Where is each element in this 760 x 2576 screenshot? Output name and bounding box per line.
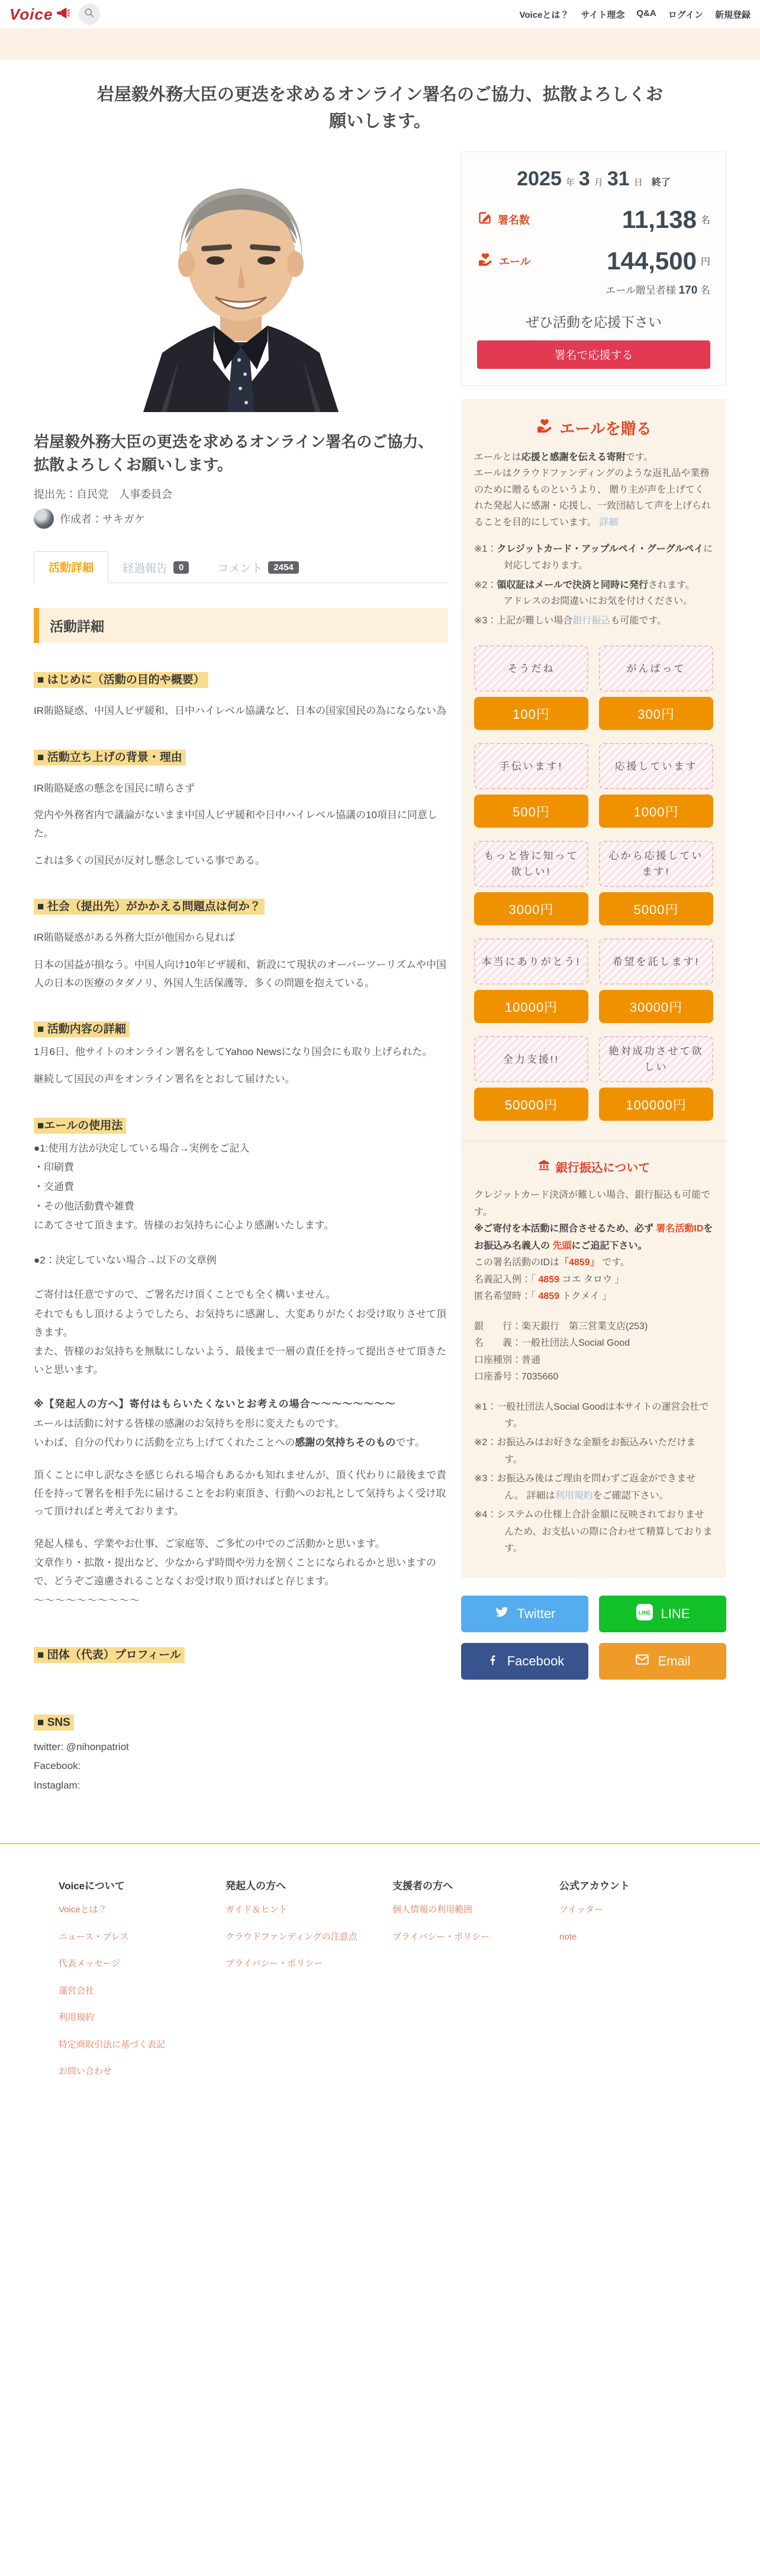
yell-option-300[interactable]: がんばって 300円 bbox=[599, 645, 713, 730]
amount-button[interactable]: 30000円 bbox=[599, 990, 713, 1023]
paragraph: 継続して国民の声をオンライン署名をとおして届けたい。 bbox=[34, 1073, 295, 1085]
amount-button[interactable]: 500円 bbox=[474, 795, 588, 828]
footer-col-title: 公式アカウント bbox=[559, 1880, 630, 1892]
sns-instagram: Instaglam: bbox=[34, 1779, 80, 1791]
yell-amount-grid bbox=[474, 645, 713, 1121]
bank-anonymous-example: 匿名希望時：「 4859 トクメイ 」 bbox=[474, 1291, 612, 1302]
yell-option-10000[interactable]: 本当にありがとう! 10000円 bbox=[474, 938, 588, 1023]
voice-logo-text: Voice bbox=[9, 5, 53, 23]
amount-button[interactable]: 10000円 bbox=[474, 990, 588, 1023]
submit-to: 提出先：自民党 人事委員会 bbox=[34, 488, 172, 500]
amount-button[interactable]: 5000円 bbox=[599, 892, 713, 925]
search-icon bbox=[83, 7, 95, 22]
search-button[interactable] bbox=[79, 4, 100, 25]
bank-row-bank: 銀 行：楽天銀行 第三営業支店(253) bbox=[474, 1321, 648, 1332]
yell-option-5000[interactable]: 心から応援しています! 5000円 bbox=[599, 841, 713, 925]
list-item: ・その他活動費や雑費 bbox=[34, 1200, 134, 1212]
nav-login[interactable]: ログイン bbox=[668, 9, 703, 20]
bank-activity-id: この署名活動のIDは「4859」 です。 bbox=[474, 1258, 630, 1268]
footer-link[interactable]: ニュース・プレス bbox=[59, 1931, 129, 1942]
end-suffix: 終了 bbox=[651, 177, 671, 188]
footer-link[interactable]: プライバシー・ポリシー bbox=[392, 1931, 490, 1942]
share-twitter-button[interactable]: Twitter bbox=[461, 1596, 588, 1632]
header-nav bbox=[520, 8, 751, 21]
footer-col-founders bbox=[226, 1864, 392, 2091]
signature-count: 11,138 bbox=[621, 205, 697, 233]
tab-comments[interactable] bbox=[203, 552, 313, 583]
bank-transfer-heading: 銀行振込について bbox=[474, 1158, 713, 1175]
tab-bar bbox=[34, 551, 448, 583]
amount-button[interactable]: 50000円 bbox=[474, 1088, 588, 1121]
bottom-whitespace bbox=[0, 2126, 760, 2576]
heading-background: ■ 活動立ち上げの背景・理由 bbox=[34, 750, 186, 766]
footer-link[interactable]: ツイッター bbox=[559, 1905, 603, 1915]
sns-facebook: Facebook: bbox=[34, 1760, 81, 1772]
facebook-icon bbox=[485, 1652, 500, 1670]
bank-note-3: ※3：お振込み後はご理由を問わずご返金ができません。 詳細は利用規約をご確認下さい。 bbox=[474, 1474, 696, 1501]
amount-button[interactable]: 300円 bbox=[599, 697, 713, 730]
footer-link[interactable]: 運営会社 bbox=[59, 1985, 95, 1996]
amount-button[interactable]: 100000円 bbox=[599, 1088, 713, 1121]
bank-note-4: ※4：システムの仕様上合計金額に反映されておりませんため、お支払いの際に合わせて精算しております。 bbox=[474, 1510, 713, 1554]
bank-name-example: 名義記入例：「 4859 コエ タロウ 」 bbox=[474, 1274, 624, 1285]
heading-sns: ■ SNS bbox=[34, 1715, 74, 1731]
amount-button[interactable]: 1000円 bbox=[599, 795, 713, 828]
paragraph: ご寄付は任意ですので、ご署名だけ頂くことでも全く構いません。 bbox=[34, 1289, 336, 1301]
footer-col-title: Voiceについて bbox=[59, 1880, 125, 1892]
paragraph: IR賄賂疑惑、中国人ビザ緩和、日中ハイレベル協議など、日本の国家国民の為にならない為 bbox=[34, 705, 446, 717]
pencil-sign-icon bbox=[477, 210, 492, 229]
petition-title: 岩屋毅外務大臣の更迭を求めるオンライン署名のご協力、拡散よろしくお願いします。 bbox=[34, 432, 434, 474]
yell-note-1: ※1：クレジットカード・アップルペイ・グーグルペイに対応しております。 bbox=[474, 544, 713, 571]
bank-p2: ※ご寄付を本活動に照合させるため、必ず 署名活動IDをお振込み名義人の 先頭にご追記下さい。 bbox=[474, 1224, 713, 1251]
paragraph: それでももし頂けるようでしたら、お気持ちに感謝し、大変ありがたくお受け取りさせて頂きます。 bbox=[34, 1308, 446, 1338]
tab-progress-report[interactable] bbox=[108, 552, 203, 583]
footer-link[interactable]: プライバシー・ポリシー bbox=[226, 1958, 323, 1969]
bank-row-number: 口座番号：7035660 bbox=[474, 1372, 559, 1382]
paragraph: これは多くの国民が反対し懸念している事である。 bbox=[34, 854, 265, 866]
support-cta: ぜひ活動を応援下さい bbox=[526, 314, 662, 330]
footer-link[interactable]: 特定商取引法に基づく表記 bbox=[59, 2039, 166, 2050]
heading-yell-usage: ■エールの使用法 bbox=[34, 1118, 126, 1134]
paragraph: 1月6日、他サイトのオンライン署名をしてYahoo Newsになり国会にも取り上げられた。 bbox=[34, 1046, 433, 1058]
stats-card bbox=[461, 152, 726, 386]
tilde-divider: ～～～～～～～～～～ bbox=[34, 1594, 140, 1606]
bank-note-1: ※1：一般社団法人Social Goodは本サイトの運営会社です。 bbox=[474, 1401, 709, 1429]
yell-note-3: ※3：上記が難しい場合銀行振込も可能です。 bbox=[474, 616, 667, 626]
footer-col-title: 発起人の方へ bbox=[226, 1880, 286, 1892]
yell-label: エール bbox=[477, 251, 531, 271]
bank-details bbox=[474, 1187, 713, 1557]
twitter-icon bbox=[494, 1604, 510, 1623]
line-icon bbox=[636, 1603, 653, 1625]
voice-logo[interactable] bbox=[9, 5, 70, 24]
paragraph: 文章作り・拡散・提出など、少なからず時間や労力を割くことになられるかと思いますので、どうぞご遠慮されることなくお受け取り頂ければと存じます。 bbox=[34, 1557, 436, 1587]
terms-link[interactable]: 利用規約 bbox=[555, 1490, 593, 1501]
yell-card bbox=[461, 399, 726, 1578]
bank-icon bbox=[537, 1159, 550, 1175]
page-title: 岩屋毅外務大臣の更迭を求めるオンライン署名のご協力、拡散よろしくお願いします。 bbox=[96, 85, 664, 131]
footer-link[interactable]: 個人情報の利用範囲 bbox=[392, 1905, 473, 1915]
nav-about[interactable]: Voiceとは？ bbox=[519, 9, 569, 20]
end-date: 2025 年 3 月 31 日 終了 bbox=[517, 167, 671, 190]
paragraph: また、皆様のお気持ちを無駄にしないよう、最後まで一層の責任を持って提出させて頂きたいと思います。 bbox=[34, 1346, 446, 1375]
footer-col-about bbox=[59, 1864, 226, 2091]
yell-amount: 144,500 bbox=[607, 246, 697, 275]
footer-link[interactable]: 代表メッセージ bbox=[59, 1958, 121, 1969]
yell-option-500[interactable]: 手伝います! 500円 bbox=[474, 743, 588, 828]
footer-link[interactable]: ガイド＆ヒント bbox=[226, 1905, 288, 1915]
bank-row-type: 口座種別：普通 bbox=[474, 1355, 541, 1365]
author-avatar bbox=[34, 509, 54, 529]
paragraph: ●2：決定していない場合→以下の文章例 bbox=[34, 1254, 217, 1266]
sign-petition-button[interactable]: 署名で応援する bbox=[477, 340, 710, 369]
bank-transfer-link[interactable]: 銀行振込 bbox=[572, 616, 611, 626]
list-item: ・印刷費 bbox=[34, 1162, 74, 1173]
share-facebook-button[interactable]: Facebook bbox=[461, 1643, 588, 1680]
end-day: 31 bbox=[607, 167, 630, 190]
paragraph: 党内や外務省内で議論がないまま中国人ビザ緩和や日中ハイレベル協議の10項目に同意した。 bbox=[34, 809, 437, 840]
hand-heart-icon bbox=[536, 417, 553, 439]
signature-label: 署名数 bbox=[477, 210, 530, 229]
bank-p1: クレジットカード決済が難しい場合、銀行振込も可能です。 bbox=[474, 1190, 711, 1217]
details-content bbox=[34, 670, 448, 1795]
paragraph: エールは活動に対する皆様の感謝のお気持ちを形に変えたものです。 bbox=[34, 1417, 345, 1429]
svg-text:LINE: LINE bbox=[638, 1609, 650, 1616]
footer-col-official bbox=[559, 1864, 726, 2091]
yell-option-1000[interactable]: 応援しています 1000円 bbox=[599, 743, 713, 828]
bank-row-holder: 名 義：一般社団法人Social Good bbox=[474, 1338, 630, 1349]
header bbox=[0, 0, 760, 28]
footer-link[interactable]: Voiceとは？ bbox=[59, 1905, 107, 1915]
end-month: 3 bbox=[578, 167, 590, 190]
yell-option-30000[interactable]: 希望を託します! 30000円 bbox=[599, 938, 713, 1023]
heading-org-profile: ■ 団体（代表）プロフィール bbox=[34, 1647, 185, 1663]
nav-qa[interactable]: Q&A bbox=[636, 8, 656, 18]
yell-option-100000[interactable]: 絶対成功させて欲しい 100000円 bbox=[599, 1036, 713, 1121]
share-buttons bbox=[461, 1596, 726, 1680]
founder-note-heading: ※【発起人の方へ】寄付はもらいたくないとお考えの場合～～～～～～～～ bbox=[34, 1398, 396, 1410]
end-year: 2025 bbox=[517, 167, 562, 190]
header-accent-band bbox=[0, 28, 760, 60]
tab-activity-details[interactable] bbox=[34, 551, 108, 583]
progress-count-badge: 0 bbox=[173, 561, 189, 574]
author-row bbox=[34, 509, 448, 529]
yell-card-heading: エールを贈る bbox=[474, 417, 713, 439]
donors-line: エール贈呈者様 170 名 bbox=[606, 284, 710, 297]
signature-stat-row: 署名数 11,138 名 bbox=[477, 207, 710, 232]
footer-link[interactable]: お問い合わせ bbox=[59, 2066, 112, 2077]
yell-stat-row: エール 144,500 円 bbox=[477, 249, 710, 274]
footer-col-title: 支援者の方へ bbox=[392, 1880, 453, 1892]
share-email-button[interactable]: Email bbox=[599, 1643, 726, 1680]
paragraph: 頂くことに申し訳なさを感じられる場合もあるかも知れませんが、頂く代わりに最後まで責任を持って署名を相手先に届けることをお約束頂き、行動へのお礼として気持ちよく受け取って頂ければと考えております。 bbox=[34, 1469, 446, 1517]
nav-philosophy[interactable]: サイト理念 bbox=[581, 9, 625, 20]
paragraph: いわば、自分の代わりに活動を立ち上げてくれたことへの感謝の気持ちそのものです。 bbox=[34, 1437, 425, 1449]
list-item: ・交通費 bbox=[34, 1181, 74, 1192]
amount-button[interactable]: 100円 bbox=[474, 697, 588, 730]
yell-option-50000[interactable]: 全力支援!! 50000円 bbox=[474, 1036, 588, 1121]
details-section-heading: 活動詳細 bbox=[34, 608, 448, 643]
paragraph: IR賄賂疑惑の懸念を国民に晴らさず bbox=[34, 782, 195, 794]
sns-twitter: twitter: @nihonpatriot bbox=[34, 1741, 129, 1752]
tab-label: コメント bbox=[217, 562, 263, 575]
paragraph: ●1:使用方法が決定している場合→実例をご記入 bbox=[34, 1142, 250, 1154]
petition-photo bbox=[34, 152, 448, 415]
megaphone-icon bbox=[55, 5, 70, 24]
footer-link[interactable]: note bbox=[559, 1931, 577, 1942]
tab-label: 活動詳細 bbox=[49, 561, 94, 574]
heading-activity-detail: ■ 活動内容の詳細 bbox=[34, 1021, 130, 1037]
paragraph: にあてさせて頂きます。皆様のお気持ちに心より感謝いたします。 bbox=[34, 1220, 334, 1231]
author-name: 作成者：サキガケ bbox=[60, 513, 145, 525]
heading-intro: ■ はじめに（活動の目的や概要） bbox=[34, 672, 208, 688]
yell-option-100[interactable]: そうだね 100円 bbox=[474, 645, 588, 730]
yell-note-2: ※2：領収証はメールで決済と同時に発行されます。 アドレスのお間違いにお気を付けください。 bbox=[474, 580, 695, 607]
comments-count-badge: 2454 bbox=[268, 561, 298, 574]
footer-link[interactable]: 利用規約 bbox=[59, 2012, 95, 2023]
bank-note-2: ※2：お振込みはお好きな金額をお振込みいただけます。 bbox=[474, 1437, 696, 1465]
yell-detail-link[interactable]: 詳細 bbox=[599, 517, 619, 528]
hand-heart-icon bbox=[477, 251, 494, 271]
yell-option-3000[interactable]: もっと皆に知って欲しい! 3000円 bbox=[474, 841, 588, 925]
nav-signup[interactable]: 新規登録 bbox=[714, 9, 751, 20]
donors-count: 170 bbox=[678, 284, 698, 297]
footer-link[interactable]: クラウドファンディングの注意点 bbox=[226, 1931, 358, 1942]
footer bbox=[0, 1843, 760, 2126]
amount-button[interactable]: 3000円 bbox=[474, 892, 588, 925]
tab-label: 経過報告 bbox=[123, 562, 168, 575]
email-icon bbox=[635, 1652, 650, 1671]
footer-col-supporters bbox=[392, 1864, 559, 2091]
paragraph: 日本の国益が損なう。中国人向け10年ビザ緩和、新設にて現状のオーバーツーリズムや中国人の日本の医療のタダノリ、外国人生活保護等、多くの問題を抱えている。 bbox=[34, 959, 447, 989]
paragraph: IR賄賂疑惑がある外務大臣が他国から見れば bbox=[34, 932, 235, 944]
paragraph: 発起人様も、学業やお仕事、ご家庭等、ご多忙の中でのご活動かと思います。 bbox=[34, 1538, 385, 1549]
heading-social-problem: ■ 社会（提出先）がかかえる問題点は何か？ bbox=[34, 899, 265, 915]
yell-intro: エールとは応援と感謝を伝える寄附です。 エールはクラウドファンディングのような返礼品や業務のために贈るものというより、 贈り主が声を上げてくれた発起人に感謝・応援し、一致団結して声を上げられることを目的にしています。 詳細 bbox=[474, 452, 711, 528]
share-line-button[interactable]: LINE LINE bbox=[599, 1596, 726, 1632]
